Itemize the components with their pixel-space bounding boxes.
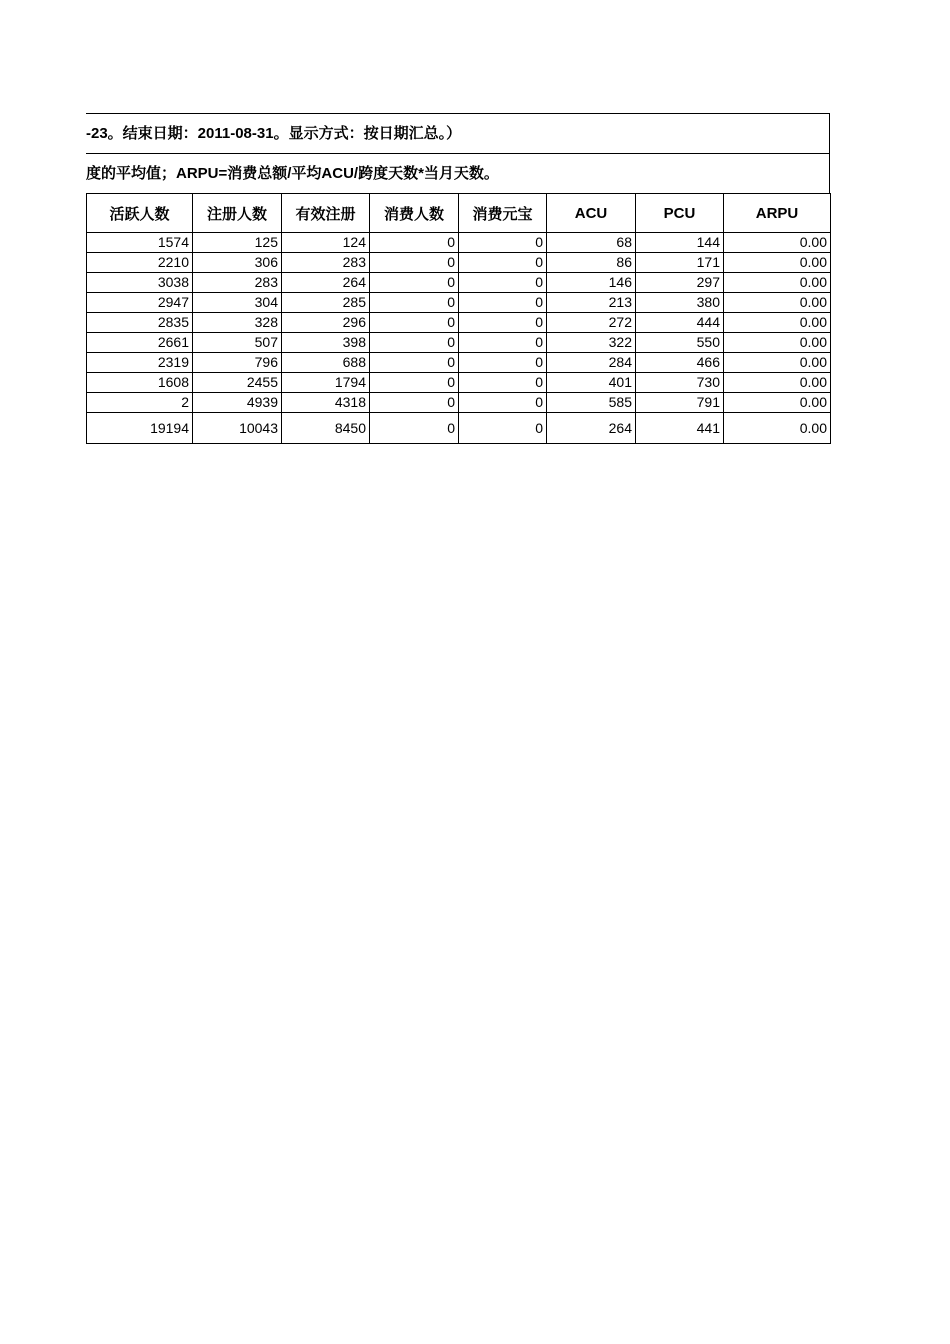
cell-registrations: 507 (193, 333, 282, 353)
cell-arpu: 0.00 (724, 253, 831, 273)
cell-spent-yuanbao: 0 (459, 293, 547, 313)
cell-paying-users: 0 (370, 373, 459, 393)
table-row (87, 273, 831, 293)
cell-valid-registrations: 688 (282, 353, 370, 373)
col-header-active-users: 活跃人数 (87, 194, 193, 233)
cell-pcu: 380 (636, 293, 724, 313)
cell-arpu: 0.00 (724, 373, 831, 393)
report-sheet (86, 113, 830, 444)
cell-active-users: 2835 (87, 313, 193, 333)
cell-active-users: 2210 (87, 253, 193, 273)
cell-registrations: 283 (193, 273, 282, 293)
cell-pcu: 466 (636, 353, 724, 373)
col-header-registrations: 注册人数 (193, 194, 282, 233)
formula-note-line: 度的平均值；ARPU=消费总额/平均ACU/跨度天数*当月天数。 (86, 153, 830, 193)
total-valid-registrations: 8450 (282, 413, 370, 444)
col-header-acu: ACU (547, 194, 636, 233)
cell-registrations: 125 (193, 233, 282, 253)
cell-paying-users: 0 (370, 233, 459, 253)
cell-valid-registrations: 1794 (282, 373, 370, 393)
total-registrations: 10043 (193, 413, 282, 444)
cell-valid-registrations: 398 (282, 333, 370, 353)
stats-table (86, 193, 831, 444)
cell-spent-yuanbao: 0 (459, 233, 547, 253)
cell-active-users: 1608 (87, 373, 193, 393)
col-header-arpu: ARPU (724, 194, 831, 233)
cell-acu: 86 (547, 253, 636, 273)
total-active-users: 19194 (87, 413, 193, 444)
total-acu: 264 (547, 413, 636, 444)
cell-arpu: 0.00 (724, 313, 831, 333)
cell-acu: 68 (547, 233, 636, 253)
cell-active-users: 1574 (87, 233, 193, 253)
cell-acu: 213 (547, 293, 636, 313)
cell-registrations: 306 (193, 253, 282, 273)
cell-registrations: 796 (193, 353, 282, 373)
cell-spent-yuanbao: 0 (459, 313, 547, 333)
table-row (87, 353, 831, 373)
total-pcu: 441 (636, 413, 724, 444)
cell-acu: 146 (547, 273, 636, 293)
cell-paying-users: 0 (370, 313, 459, 333)
cell-valid-registrations: 124 (282, 233, 370, 253)
cell-arpu: 0.00 (724, 233, 831, 253)
cell-valid-registrations: 4318 (282, 393, 370, 413)
cell-active-users: 2 (87, 393, 193, 413)
date-range-line: -23。结束日期：2011-08-31。显示方式：按日期汇总。） (86, 113, 830, 153)
table-row (87, 253, 831, 273)
cell-registrations: 328 (193, 313, 282, 333)
cell-pcu: 171 (636, 253, 724, 273)
cell-spent-yuanbao: 0 (459, 373, 547, 393)
cell-spent-yuanbao: 0 (459, 253, 547, 273)
cell-paying-users: 0 (370, 353, 459, 373)
cell-arpu: 0.00 (724, 273, 831, 293)
cell-registrations: 304 (193, 293, 282, 313)
cell-active-users: 3038 (87, 273, 193, 293)
cell-pcu: 730 (636, 373, 724, 393)
cell-paying-users: 0 (370, 253, 459, 273)
table-row (87, 233, 831, 253)
cell-acu: 284 (547, 353, 636, 373)
cell-acu: 401 (547, 373, 636, 393)
cell-active-users: 2319 (87, 353, 193, 373)
cell-arpu: 0.00 (724, 293, 831, 313)
cell-acu: 272 (547, 313, 636, 333)
header-row (87, 194, 831, 233)
col-header-valid-registrations: 有效注册 (282, 194, 370, 233)
cell-valid-registrations: 296 (282, 313, 370, 333)
total-spent-yuanbao: 0 (459, 413, 547, 444)
col-header-paying-users: 消费人数 (370, 194, 459, 233)
table-row (87, 333, 831, 353)
cell-pcu: 550 (636, 333, 724, 353)
cell-registrations: 2455 (193, 373, 282, 393)
cell-registrations: 4939 (193, 393, 282, 413)
cell-pcu: 144 (636, 233, 724, 253)
cell-pcu: 791 (636, 393, 724, 413)
total-row (87, 413, 831, 444)
cell-arpu: 0.00 (724, 393, 831, 413)
cell-spent-yuanbao: 0 (459, 393, 547, 413)
cell-paying-users: 0 (370, 293, 459, 313)
cell-paying-users: 0 (370, 393, 459, 413)
table-row (87, 393, 831, 413)
cell-paying-users: 0 (370, 333, 459, 353)
cell-pcu: 444 (636, 313, 724, 333)
cell-spent-yuanbao: 0 (459, 333, 547, 353)
total-paying-users: 0 (370, 413, 459, 444)
cell-paying-users: 0 (370, 273, 459, 293)
table-row (87, 313, 831, 333)
cell-acu: 585 (547, 393, 636, 413)
col-header-spent-yuanbao: 消费元宝 (459, 194, 547, 233)
total-arpu: 0.00 (724, 413, 831, 444)
cell-valid-registrations: 285 (282, 293, 370, 313)
cell-arpu: 0.00 (724, 353, 831, 373)
cell-spent-yuanbao: 0 (459, 273, 547, 293)
cell-valid-registrations: 283 (282, 253, 370, 273)
cell-spent-yuanbao: 0 (459, 353, 547, 373)
col-header-pcu: PCU (636, 194, 724, 233)
cell-pcu: 297 (636, 273, 724, 293)
table-row (87, 293, 831, 313)
table-row (87, 373, 831, 393)
cell-arpu: 0.00 (724, 333, 831, 353)
cell-active-users: 2947 (87, 293, 193, 313)
cell-acu: 322 (547, 333, 636, 353)
cell-active-users: 2661 (87, 333, 193, 353)
cell-valid-registrations: 264 (282, 273, 370, 293)
